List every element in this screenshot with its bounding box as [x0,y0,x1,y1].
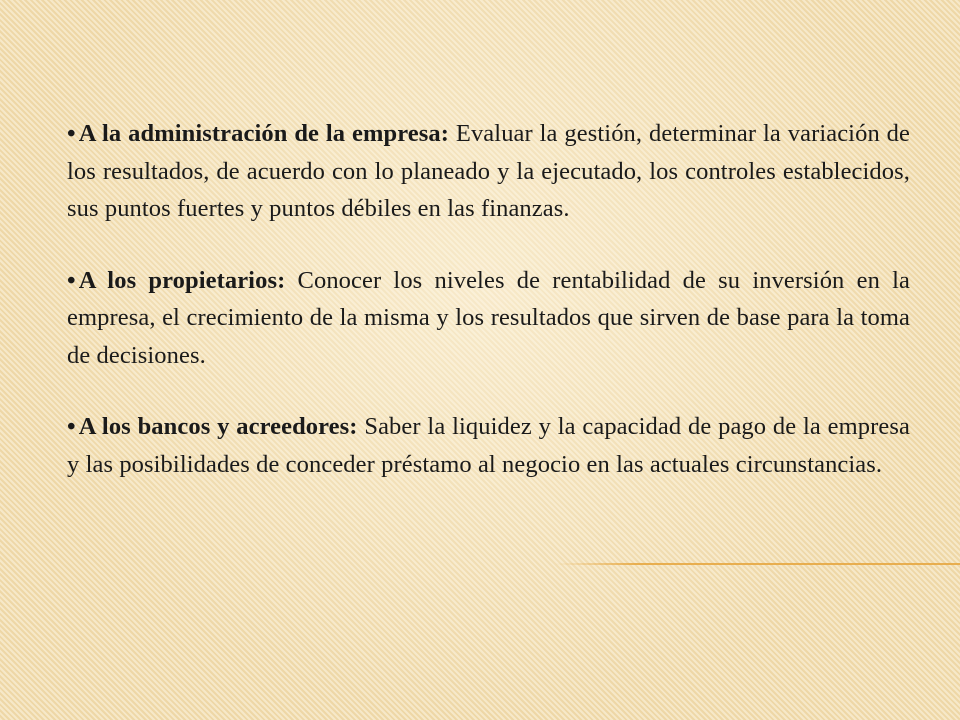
bullet-icon: • [67,266,76,294]
decorative-rule-line [555,563,960,565]
paragraph-text: Evaluar la gestión, determinar la variación de los resultados, de acuerdo con lo planeado y la ejecutado, los controles establecidos, sus puntos fuertes y puntos débiles en las finanzas. [67,120,910,222]
paragraph-separator: : [277,266,286,294]
paragraph-lead: A los bancos y acreedores [78,413,350,440]
paragraph-lead: A la administración de la empresa [78,120,441,147]
paragraph-bancos [67,408,910,483]
bullet-icon: • [67,413,76,440]
bullet-icon: • [67,120,76,147]
paragraph-text: Conocer los niveles de rentabilidad de su inversión en la empresa, el crecimiento de la misma y los resultados que sirven de base para la toma de decisiones. [67,266,910,369]
paragraph-text: Saber la liquidez y la capacidad de pago de la empresa y las posibilidades de conceder préstamo al negocio en las actuales circunstancias. [67,413,910,478]
paragraph-administracion [67,115,910,228]
paragraph-separator: : [349,413,358,440]
paragraph-lead: A los propietarios [78,266,278,294]
paragraph-separator: : [440,120,450,147]
slide-content [67,115,910,483]
paragraph-propietarios [67,262,910,375]
